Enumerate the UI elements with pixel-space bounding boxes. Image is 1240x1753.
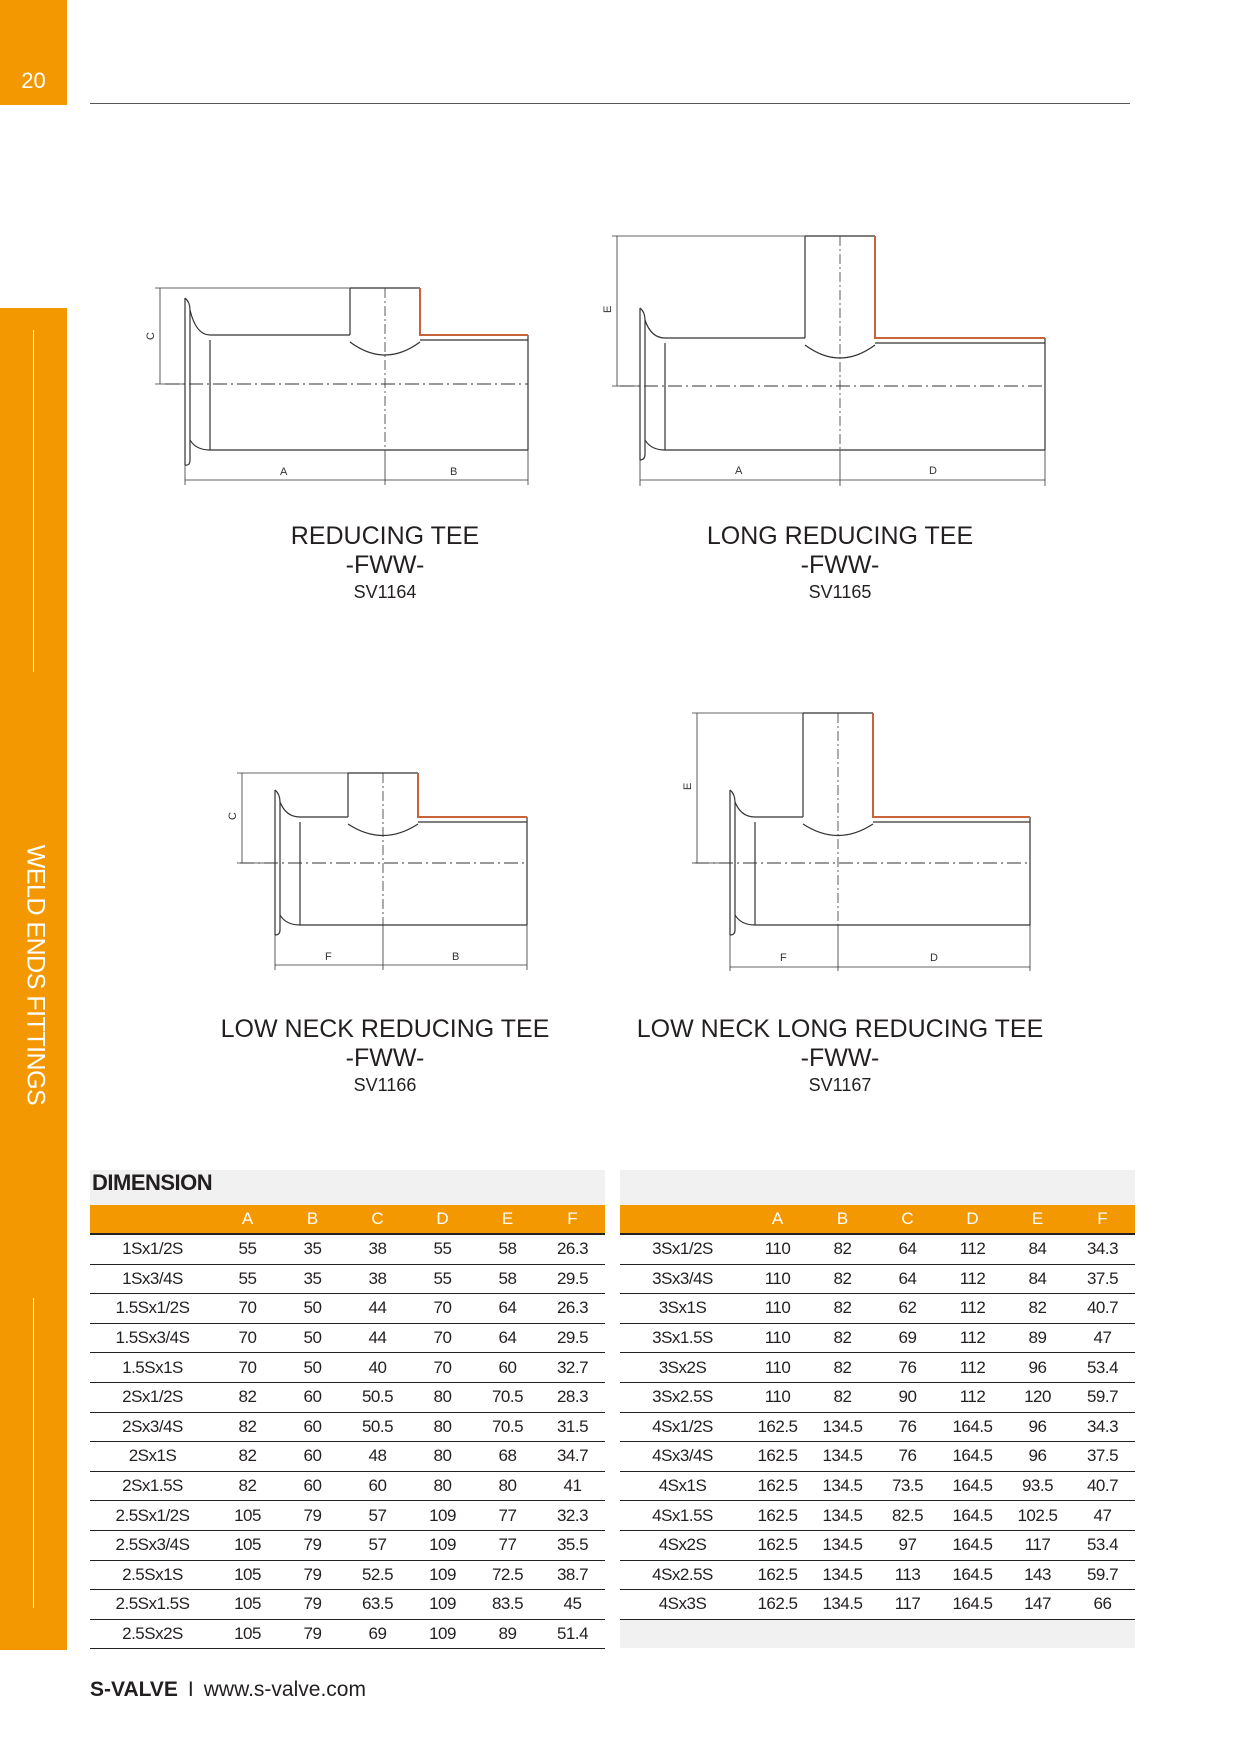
dimension-cell: 48 <box>345 1442 410 1472</box>
dimension-cell: 134.5 <box>810 1442 875 1472</box>
dimension-cell: 162.5 <box>745 1560 810 1590</box>
dimension-cell: 82.5 <box>875 1501 940 1531</box>
dimension-cell: 44 <box>345 1323 410 1353</box>
dimension-cell: 76 <box>875 1442 940 1472</box>
dimension-cell: 44 <box>345 1294 410 1324</box>
dimension-cell: 64 <box>475 1323 540 1353</box>
size-cell: 1.5Sx3/4S <box>90 1323 215 1353</box>
size-cell: 4Sx3/4S <box>620 1442 745 1472</box>
size-cell: 4Sx1/2S <box>620 1412 745 1442</box>
dimension-cell: 73.5 <box>875 1471 940 1501</box>
dimension-cell: 60 <box>280 1442 345 1472</box>
column-header: C <box>345 1205 410 1234</box>
dimension-cell: 79 <box>280 1530 345 1560</box>
dimension-cell: 82 <box>810 1382 875 1412</box>
table-row <box>90 1353 605 1383</box>
column-header: A <box>745 1205 810 1234</box>
dimension-cell: 69 <box>875 1323 940 1353</box>
dimension-cell: 164.5 <box>940 1442 1005 1472</box>
dimension-cell: 96 <box>1005 1353 1070 1383</box>
dimension-cell: 38 <box>345 1234 410 1264</box>
dimension-cell: 112 <box>940 1323 1005 1353</box>
table-row <box>620 1382 1135 1412</box>
size-cell: 3Sx1/2S <box>620 1234 745 1264</box>
dimension-cell: 60 <box>475 1353 540 1383</box>
dimension-cell: 164.5 <box>940 1412 1005 1442</box>
table-row <box>90 1294 605 1324</box>
size-cell: 2Sx1S <box>90 1442 215 1472</box>
product-title: LOW NECK REDUCING TEE <box>220 1015 550 1043</box>
dimension-cell: 109 <box>410 1590 475 1620</box>
dimension-cell: 162.5 <box>745 1412 810 1442</box>
dimension-cell: 64 <box>475 1294 540 1324</box>
dimension-cell: 109 <box>410 1530 475 1560</box>
dimension-cell: 52.5 <box>345 1560 410 1590</box>
table-row <box>90 1264 605 1294</box>
dimension-cell: 72.5 <box>475 1560 540 1590</box>
dimension-cell: 112 <box>940 1382 1005 1412</box>
dimension-table-left <box>90 1205 605 1649</box>
product-code: SV1164 <box>353 582 417 602</box>
dimension-cell: 64 <box>875 1234 940 1264</box>
dimension-cell: 40.7 <box>1070 1471 1135 1501</box>
table-row <box>90 1412 605 1442</box>
low-neck-reducing-tee-drawing <box>227 765 540 985</box>
dimension-label: B <box>452 951 460 963</box>
product-title: LONG REDUCING TEE <box>706 522 974 550</box>
dimension-cell: 164.5 <box>940 1530 1005 1560</box>
dimension-cell: 134.5 <box>810 1590 875 1620</box>
size-cell: 1.5Sx1S <box>90 1353 215 1383</box>
product-subtitle: -FWW- <box>345 551 425 579</box>
dimension-label: A <box>735 465 743 477</box>
dimension-cell: 50 <box>280 1323 345 1353</box>
size-cell: 3Sx1S <box>620 1294 745 1324</box>
dimension-cell: 32.7 <box>540 1353 605 1383</box>
table-row <box>90 1619 605 1649</box>
dimension-label: B <box>450 466 458 478</box>
product-caption <box>155 522 615 604</box>
size-cell: 3Sx2.5S <box>620 1382 745 1412</box>
dimension-cell: 63.5 <box>345 1590 410 1620</box>
dimension-cell: 38.7 <box>540 1560 605 1590</box>
dimension-cell: 90 <box>875 1382 940 1412</box>
product-code: SV1167 <box>808 1075 872 1095</box>
size-cell: 2.5Sx1/2S <box>90 1501 215 1531</box>
size-cell: 4Sx1S <box>620 1471 745 1501</box>
column-header: F <box>540 1205 605 1234</box>
table-header-row <box>90 1205 605 1234</box>
dimension-cell: 70 <box>410 1294 475 1324</box>
dimension-cell: 84 <box>1005 1234 1070 1264</box>
size-cell: 2.5Sx3/4S <box>90 1530 215 1560</box>
dimension-cell: 77 <box>475 1501 540 1531</box>
dimension-label: F <box>325 951 332 963</box>
dimension-cell: 70.5 <box>475 1412 540 1442</box>
dimension-cell: 105 <box>215 1530 280 1560</box>
website-url[interactable]: www.s-valve.com <box>203 1678 366 1701</box>
dimension-cell: 40 <box>345 1353 410 1383</box>
dimension-cell: 70 <box>215 1294 280 1324</box>
size-cell: 2.5Sx1.5S <box>90 1590 215 1620</box>
dimension-cell: 162.5 <box>745 1590 810 1620</box>
dimension-cell: 110 <box>745 1294 810 1324</box>
dimension-cell: 69 <box>345 1619 410 1649</box>
dimension-cell: 82 <box>215 1412 280 1442</box>
dimension-cell: 28.3 <box>540 1382 605 1412</box>
size-cell: 3Sx1.5S <box>620 1323 745 1353</box>
dimension-cell: 70.5 <box>475 1382 540 1412</box>
long-reducing-tee-drawing <box>602 228 1055 498</box>
size-column-header <box>90 1205 215 1234</box>
dimension-cell: 82 <box>810 1353 875 1383</box>
dimension-cell: 117 <box>875 1590 940 1620</box>
dimension-cell: 143 <box>1005 1560 1070 1590</box>
side-tab-divider <box>33 330 34 672</box>
dimension-cell: 97 <box>875 1530 940 1560</box>
table-row <box>620 1560 1135 1590</box>
dimension-cell: 64 <box>875 1264 940 1294</box>
dimension-cell: 58 <box>475 1264 540 1294</box>
column-header: F <box>1070 1205 1135 1234</box>
size-cell: 1Sx3/4S <box>90 1264 215 1294</box>
dimension-cell: 62 <box>875 1294 940 1324</box>
dimension-cell: 37.5 <box>1070 1264 1135 1294</box>
size-cell: 3Sx2S <box>620 1353 745 1383</box>
dimension-cell: 162.5 <box>745 1501 810 1531</box>
dimension-cell: 50.5 <box>345 1382 410 1412</box>
table-row <box>620 1353 1135 1383</box>
dimension-cell: 59.7 <box>1070 1560 1135 1590</box>
dimension-cell: 82 <box>810 1323 875 1353</box>
dimension-cell: 105 <box>215 1560 280 1590</box>
dimension-cell: 35 <box>280 1234 345 1264</box>
dimension-label: F <box>780 952 787 964</box>
table-row <box>90 1560 605 1590</box>
dimension-cell: 66 <box>1070 1590 1135 1620</box>
dimension-cell: 134.5 <box>810 1412 875 1442</box>
product-subtitle: -FWW- <box>800 551 880 579</box>
size-cell: 4Sx2.5S <box>620 1560 745 1590</box>
dimension-label: C <box>145 332 157 340</box>
dimension-cell: 38 <box>345 1264 410 1294</box>
dimension-label: D <box>929 465 937 477</box>
table-row <box>620 1234 1135 1264</box>
dimension-cell: 82 <box>215 1382 280 1412</box>
dimension-cell: 58 <box>475 1234 540 1264</box>
dimension-cell: 31.5 <box>540 1412 605 1442</box>
dimension-cell: 110 <box>745 1353 810 1383</box>
dimension-cell: 110 <box>745 1234 810 1264</box>
dimension-cell: 164.5 <box>940 1560 1005 1590</box>
dimension-label: E <box>682 782 694 790</box>
dimension-cell: 60 <box>280 1471 345 1501</box>
table-row <box>620 1590 1135 1620</box>
dimension-cell: 60 <box>280 1382 345 1412</box>
dimension-cell: 68 <box>475 1442 540 1472</box>
dimension-cell: 35 <box>280 1264 345 1294</box>
column-header: A <box>215 1205 280 1234</box>
header-rule <box>90 103 1130 104</box>
dimension-cell: 47 <box>1070 1501 1135 1531</box>
dimension-cell: 34.3 <box>1070 1412 1135 1442</box>
table-row <box>90 1234 605 1264</box>
size-cell: 1.5Sx1/2S <box>90 1294 215 1324</box>
dimension-cell: 34.3 <box>1070 1234 1135 1264</box>
product-caption <box>610 1015 1070 1097</box>
dimension-cell: 93.5 <box>1005 1471 1070 1501</box>
dimension-cell: 162.5 <box>745 1471 810 1501</box>
low-neck-long-reducing-tee-drawing <box>682 705 1045 985</box>
dimension-cell: 35.5 <box>540 1530 605 1560</box>
column-header: E <box>475 1205 540 1234</box>
dimension-cell: 60 <box>280 1412 345 1442</box>
dimension-cell: 109 <box>410 1501 475 1531</box>
dimension-cell: 59.7 <box>1070 1382 1135 1412</box>
size-cell: 2Sx1/2S <box>90 1382 215 1412</box>
dimension-cell: 89 <box>1005 1323 1070 1353</box>
size-cell: 4Sx1.5S <box>620 1501 745 1531</box>
dimension-cell: 134.5 <box>810 1501 875 1531</box>
dimension-cell: 79 <box>280 1560 345 1590</box>
section-label: WELD ENDS FITTINGS <box>21 844 50 1106</box>
dimension-label: D <box>930 952 938 964</box>
column-header: E <box>1005 1205 1070 1234</box>
side-tab-divider <box>33 1298 34 1608</box>
dimension-cell: 162.5 <box>745 1442 810 1472</box>
dimension-cell: 76 <box>875 1412 940 1442</box>
dimension-cell: 55 <box>410 1234 475 1264</box>
table-row <box>620 1501 1135 1531</box>
dimension-cell: 110 <box>745 1323 810 1353</box>
dimension-cell: 105 <box>215 1619 280 1649</box>
dimension-cell: 112 <box>940 1294 1005 1324</box>
dimension-cell: 57 <box>345 1530 410 1560</box>
dimension-cell: 110 <box>745 1264 810 1294</box>
dimension-cell: 109 <box>410 1560 475 1590</box>
dimension-cell: 55 <box>215 1264 280 1294</box>
dimension-cell: 117 <box>1005 1530 1070 1560</box>
dimension-cell: 57 <box>345 1501 410 1531</box>
dimension-cell: 47 <box>1070 1323 1135 1353</box>
dimension-cell: 76 <box>875 1353 940 1383</box>
dimension-heading: DIMENSION <box>92 1170 213 1195</box>
size-cell: 1Sx1/2S <box>90 1234 215 1264</box>
product-code: SV1165 <box>808 582 872 602</box>
dimension-cell: 164.5 <box>940 1471 1005 1501</box>
dimension-cell: 70 <box>410 1353 475 1383</box>
table-row <box>620 1323 1135 1353</box>
dimension-cell: 89 <box>475 1619 540 1649</box>
dimension-cell: 80 <box>410 1382 475 1412</box>
column-header: B <box>280 1205 345 1234</box>
column-header: B <box>810 1205 875 1234</box>
dimension-cell: 50.5 <box>345 1412 410 1442</box>
dimension-cell: 110 <box>745 1382 810 1412</box>
dimension-cell: 29.5 <box>540 1323 605 1353</box>
product-caption <box>610 522 1070 604</box>
dimension-cell: 84 <box>1005 1264 1070 1294</box>
dimension-cell: 120 <box>1005 1382 1070 1412</box>
dimension-cell: 41 <box>540 1471 605 1501</box>
table-row <box>620 1442 1135 1472</box>
dimension-cell: 34.7 <box>540 1442 605 1472</box>
table-row <box>620 1530 1135 1560</box>
dimension-cell: 80 <box>475 1471 540 1501</box>
dimension-cell: 102.5 <box>1005 1501 1070 1531</box>
dimension-cell: 53.4 <box>1070 1530 1135 1560</box>
table-row <box>620 1471 1135 1501</box>
table-row <box>90 1590 605 1620</box>
table-row <box>620 1264 1135 1294</box>
dimension-cell: 112 <box>940 1264 1005 1294</box>
dimension-cell: 60 <box>345 1471 410 1501</box>
brand-name: S-VALVE <box>90 1678 178 1701</box>
dimension-cell: 83.5 <box>475 1590 540 1620</box>
dimension-cell: 80 <box>410 1442 475 1472</box>
size-cell: 2Sx1.5S <box>90 1471 215 1501</box>
size-column-header <box>620 1205 745 1234</box>
size-cell: 3Sx3/4S <box>620 1264 745 1294</box>
dimension-cell: 26.3 <box>540 1294 605 1324</box>
table-row <box>90 1530 605 1560</box>
dimension-cell: 51.4 <box>540 1619 605 1649</box>
dimension-cell: 105 <box>215 1590 280 1620</box>
dimension-table-right <box>620 1205 1135 1620</box>
size-cell: 2.5Sx2S <box>90 1619 215 1649</box>
dimension-cell: 40.7 <box>1070 1294 1135 1324</box>
size-cell: 4Sx3S <box>620 1590 745 1620</box>
dimension-cell: 70 <box>215 1353 280 1383</box>
dimension-cell: 82 <box>1005 1294 1070 1324</box>
dimension-label: C <box>227 812 239 820</box>
page-number: 20 <box>21 68 46 93</box>
dimension-label: A <box>280 466 288 478</box>
dimension-cell: 82 <box>810 1264 875 1294</box>
dimension-cell: 70 <box>410 1323 475 1353</box>
dimension-cell: 112 <box>940 1353 1005 1383</box>
table-row <box>90 1501 605 1531</box>
dimension-cell: 29.5 <box>540 1264 605 1294</box>
dimension-cell: 82 <box>810 1234 875 1264</box>
dimension-cell: 50 <box>280 1294 345 1324</box>
footer-separator: I <box>187 1678 194 1701</box>
dimension-label: E <box>602 305 614 313</box>
dimension-cell: 77 <box>475 1530 540 1560</box>
column-header: D <box>410 1205 475 1234</box>
dimension-cell: 134.5 <box>810 1530 875 1560</box>
dimension-cell: 96 <box>1005 1412 1070 1442</box>
dimension-cell: 50 <box>280 1353 345 1383</box>
dimension-cell: 113 <box>875 1560 940 1590</box>
table-row <box>620 1294 1135 1324</box>
table-row <box>90 1323 605 1353</box>
footer <box>90 1678 366 1702</box>
column-header: C <box>875 1205 940 1234</box>
reducing-tee-drawing <box>145 280 540 500</box>
dimension-cell: 105 <box>215 1501 280 1531</box>
table-row <box>90 1471 605 1501</box>
dimension-cell: 26.3 <box>540 1234 605 1264</box>
dimension-cell: 80 <box>410 1471 475 1501</box>
dimension-cell: 162.5 <box>745 1530 810 1560</box>
dimension-cell: 70 <box>215 1323 280 1353</box>
table-row <box>90 1382 605 1412</box>
dimension-cell: 164.5 <box>940 1590 1005 1620</box>
dimension-cell: 112 <box>940 1234 1005 1264</box>
product-title: LOW NECK LONG REDUCING TEE <box>636 1015 1044 1043</box>
dimension-cell: 96 <box>1005 1442 1070 1472</box>
dimension-cell: 82 <box>810 1294 875 1324</box>
table-row <box>90 1442 605 1472</box>
product-caption <box>155 1015 615 1097</box>
product-subtitle: -FWW- <box>345 1044 425 1072</box>
dimension-cell: 82 <box>215 1471 280 1501</box>
dimension-cell: 109 <box>410 1619 475 1649</box>
dimension-cell: 134.5 <box>810 1560 875 1590</box>
dimension-cell: 55 <box>410 1264 475 1294</box>
dimension-cell: 80 <box>410 1412 475 1442</box>
dimension-cell: 37.5 <box>1070 1442 1135 1472</box>
column-header: D <box>940 1205 1005 1234</box>
product-code: SV1166 <box>353 1075 417 1095</box>
size-cell: 2Sx3/4S <box>90 1412 215 1442</box>
dimension-cell: 79 <box>280 1501 345 1531</box>
product-title: REDUCING TEE <box>290 522 480 550</box>
dimension-cell: 147 <box>1005 1590 1070 1620</box>
dimension-cell: 32.3 <box>540 1501 605 1531</box>
product-subtitle: -FWW- <box>800 1044 880 1072</box>
dimension-cell: 82 <box>215 1442 280 1472</box>
dimension-cell: 53.4 <box>1070 1353 1135 1383</box>
dimension-cell: 45 <box>540 1590 605 1620</box>
dimension-cell: 79 <box>280 1590 345 1620</box>
table-row <box>620 1412 1135 1442</box>
size-cell: 2.5Sx1S <box>90 1560 215 1590</box>
size-cell: 4Sx2S <box>620 1530 745 1560</box>
dimension-cell: 55 <box>215 1234 280 1264</box>
table-header-row <box>620 1205 1135 1234</box>
dimension-cell: 79 <box>280 1619 345 1649</box>
dimension-cell: 134.5 <box>810 1471 875 1501</box>
dimension-cell: 164.5 <box>940 1501 1005 1531</box>
